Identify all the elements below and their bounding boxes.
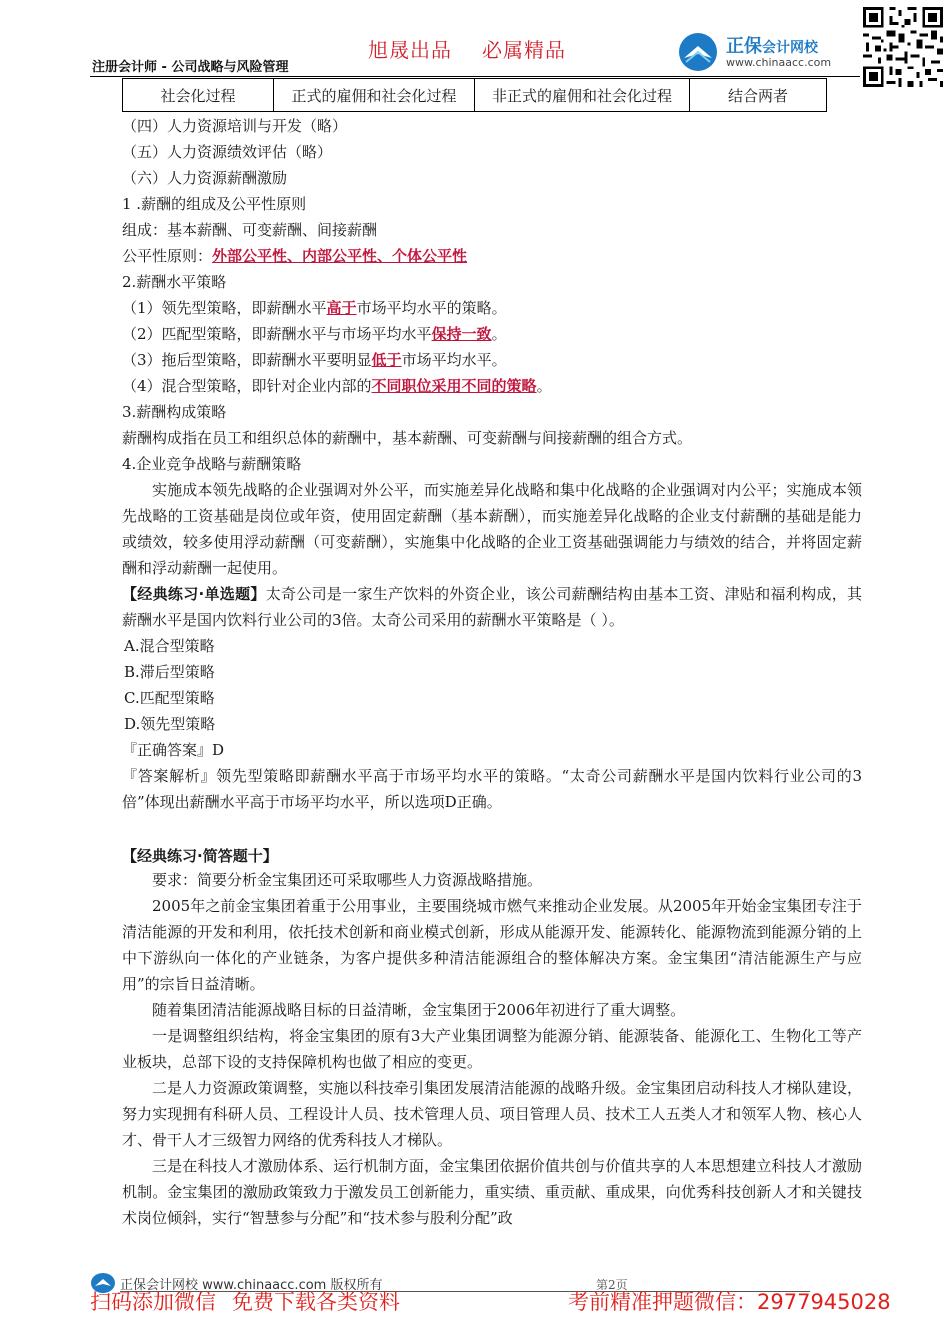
slogan-right: 必属精品 [482,38,566,62]
case-paragraph: 随着集团清洁能源战略目标的日益清晰，金宝集团于2006年初进行了重大调整。 [152,1001,686,1019]
fairness-principle [122,246,467,266]
item-keypoint: 低于 [371,351,402,369]
strategy-item-4 [122,376,552,396]
case-paragraph: 2005年之前金宝集团着重于公用事业，主要围绕城市燃气来推动企业发展。从2005年开始金宝集团专注于清洁能源的开发和利用，依托技术创新和商业模式创新，形成从能源开发、能源转化、能源物流到能源分销的上中下游纵向一体化的产业链条，为客户提供多种清洁能源组合的整体解决方案。金宝集团“清洁能源生产与应用”的宗旨日益清晰。 [122,897,862,993]
option-d: D.领先型策略 [124,715,216,733]
header-slogan [368,34,566,63]
item-text: 市场平均水平的策略。 [356,299,507,317]
fairness-keypoint: 外部公平性、内部公平性、个体公平性 [212,247,468,265]
promo-scan-text: 扫码添加微信 [90,1290,216,1314]
salary-composition: 组成：基本薪酬、可变薪酬、间接薪酬 [122,221,378,239]
item-text: （3）拖后型策略，即薪酬水平要明显 [122,351,372,369]
subsection-4-title: 4.企业竞争战略与薪酬策略 [122,455,302,473]
option-a: A.混合型策略 [124,637,215,655]
exercise-1-question [122,581,862,633]
slogan-left: 旭晟出品 [368,38,452,62]
item-text: （2）匹配型策略，即薪酬水平与市场平均水平 [122,325,432,343]
subsection-3-title: 3.薪酬构成策略 [122,403,227,421]
answer-analysis: 『答案解析』领先型策略即薪酬水平高于市场平均水平的策略。“太奇公司薪酬水平是国内饮料行业公司的3倍”体现出薪酬水平高于市场平均水平，所以选项D正确。 [122,767,862,811]
strategy-item-3 [122,350,507,370]
item-text: （1）领先型策略，即薪酬水平 [122,299,327,317]
subsection-2-title: 2.薪酬水平策略 [122,273,227,291]
exercise-1-text: 太奇公司是一家生产饮料的外资企业，该公司薪酬结构由基本工资、津贴和福利构成，其薪酬水平是国内饮料行业公司的3倍。太奇公司采用的薪酬水平策略是（ ）。 [122,585,862,629]
hr-strategy-table [122,78,827,112]
case-paragraph: 三是在科技人才激励体系、运行机制方面，金宝集团依据价值共创与价值共享的人本思想建立科技人才激励机制。金宝集团的激励政策致力于激发员工创新能力，重实绩、重贡献、重成果，向优秀科技创新人才和关键技术岗位倾斜，实行“智慧参与分配”和“技术参与股利分配”政 [122,1157,862,1227]
table-cell: 社会化过程 [123,79,274,112]
item-keypoint: 保持一致 [431,325,492,343]
fairness-label: 公平性原则： [122,247,213,265]
section-6: （六）人力资源薪酬激励 [122,169,288,187]
item-text: 市场平均水平。 [401,351,507,369]
logo-name-suffix: 会计网校 [762,40,818,56]
exercise-2-requirement: 要求：简要分析金宝集团还可采取哪些人力资源战略措施。 [152,871,543,889]
chinaacc-logo [676,28,856,76]
option-b: B.滞后型策略 [124,663,215,681]
table-row [123,79,827,112]
correct-answer: 『正确答案』D [122,741,225,759]
table-cell: 非正式的雇佣和社会化过程 [475,79,690,112]
item-text: 。 [536,377,552,395]
logo-book-icon [676,32,720,72]
item-text: （4）混合型策略，即针对企业内部的 [122,377,372,395]
logo-url: www.chinaacc.com [726,56,832,69]
qr-code-icon[interactable] [860,4,946,90]
promo-wechat: 考前精准押题微信：2977945028 [568,1290,891,1314]
item-keypoint: 高于 [326,299,357,317]
exercise-1-tag: 【经典练习·单选题】 [122,585,266,603]
item-keypoint: 不同职位采用不同的策略 [371,377,537,395]
subject-title: 注册会计师 - 公司战略与风险管理 [92,60,289,75]
footer-brand: 正保会计网校 www.chinaacc.com 版权所有 [120,1278,383,1293]
strategy-item-2 [122,324,507,344]
subsection-1-title: 1 .薪酬的组成及公平性原则 [122,195,307,213]
promo-download-text: 免费下载各类资料 [232,1290,400,1314]
composition-text: 薪酬构成指在员工和组织总体的薪酬中，基本薪酬、可变薪酬与间接薪酬的组合方式。 [122,429,693,447]
competitive-strategy-paragraph: 实施成本领先战略的企业强调对外公平，而实施差异化战略和集中化战略的企业强调对内公平；实施成本领先战略的工资基础是岗位或年资，使用固定薪酬（基本薪酬），而实施差异化战略的企业支付薪酬的基础是能力或绩效，较多使用浮动薪酬（可变薪酬），实施集中化战略的企业工资基础强调能力与绩效的结合，并将固定薪酬和浮动薪酬一起使用。 [122,481,862,577]
option-c: C.匹配型策略 [124,689,215,707]
table-cell: 结合两者 [690,79,827,112]
case-paragraph: 二是人力资源政策调整，实施以科技牵引集团发展清洁能源的战略升级。金宝集团启动科技人才梯队建设，努力实现拥有科研人员、工程设计人员、技术管理人员、项目管理人员、技术工人五类人才和领军人物、核心人才、骨干人才三级智力网络的优秀科技人才梯队。 [122,1079,862,1149]
strategy-item-1 [122,298,507,318]
logo-name: 正保 [726,36,762,57]
table-cell: 正式的雇佣和社会化过程 [274,79,475,112]
exercise-2-tag: 【经典练习·简答题十】 [122,847,278,865]
header-divider [90,76,860,77]
item-text: 。 [491,325,507,343]
section-4: （四）人力资源培训与开发（略） [122,117,348,135]
case-paragraph: 一是调整组织结构，将金宝集团的原有3大产业集团调整为能源分销、能源装备、能源化工、生物化工等产业板块，总部下设的支持保障机构也做了相应的变更。 [122,1027,862,1071]
section-5: （五）人力资源绩效评估（略） [122,143,333,161]
promo-left [90,1286,400,1316]
page-number: 第2页 [596,1278,628,1292]
